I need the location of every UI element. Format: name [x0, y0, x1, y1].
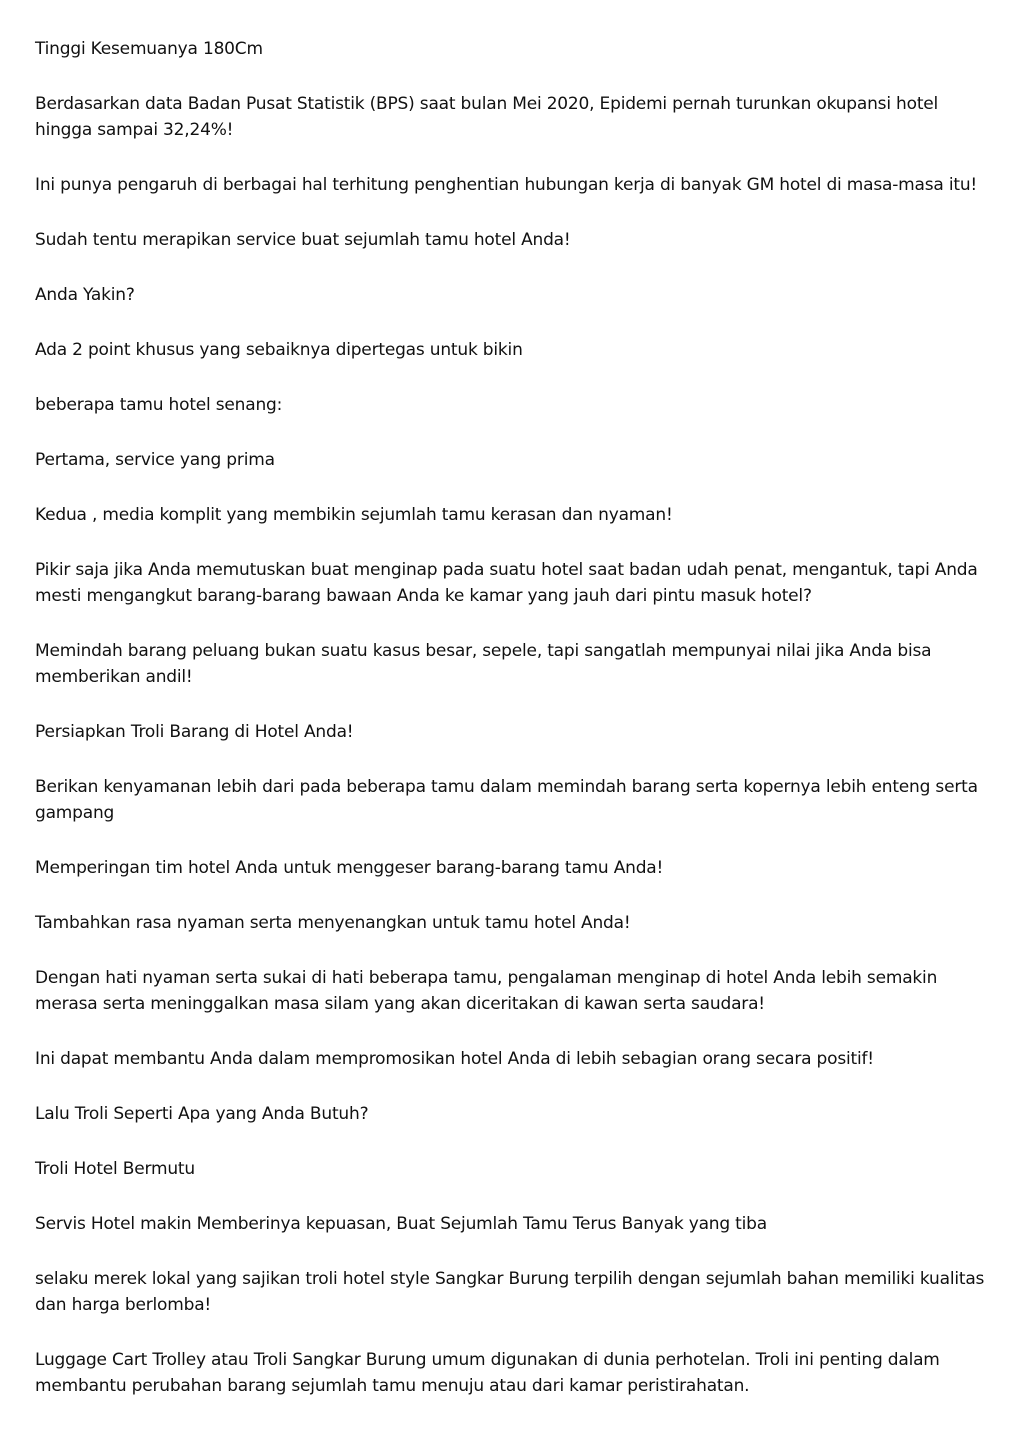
paragraph-19: Troli Hotel Bermutu: [35, 1159, 195, 1179]
paragraph-12: Persiapkan Troli Barang di Hotel Anda!: [35, 722, 354, 742]
paragraph-15: Tambahkan rasa nyaman serta menyenangkan untuk tamu hotel Anda!: [35, 913, 631, 933]
paragraph-11: Memindah barang peluang bukan suatu kasus besar, sepele, tapi sangatlah mempunyai nilai jika Anda bisa memberikan andil!: [35, 641, 932, 687]
paragraph-4: Sudah tentu merapikan service buat sejumlah tamu hotel Anda!: [35, 230, 571, 250]
paragraph-22: Luggage Cart Trolley atau Troli Sangkar Burung umum digunakan di dunia perhotelan. Troli ini penting dalam membantu perubahan barang sejumlah tamu menuju atau dari kamar peristirahatan.: [35, 1350, 940, 1396]
paragraph-17: Ini dapat membantu Anda dalam mempromosikan hotel Anda di lebih sebagian orang secara positif!: [35, 1049, 874, 1069]
paragraph-1: Tinggi Kesemuanya 180Cm: [35, 39, 263, 59]
paragraph-6: Ada 2 point khusus yang sebaiknya dipertegas untuk bikin: [35, 340, 523, 360]
document-body: [35, 36, 990, 1428]
paragraph-8: Pertama, service yang prima: [35, 450, 275, 470]
paragraph-21: selaku merek lokal yang sajikan troli hotel style Sangkar Burung terpilih dengan sejumlah bahan memiliki kualitas dan harga berlomba!: [35, 1269, 985, 1315]
paragraph-18: Lalu Troli Seperti Apa yang Anda Butuh?: [35, 1104, 369, 1124]
paragraph-14: Memperingan tim hotel Anda untuk menggeser barang-barang tamu Anda!: [35, 858, 664, 878]
paragraph-2: Berdasarkan data Badan Pusat Statistik (BPS) saat bulan Mei 2020, Epidemi pernah turunkan okupansi hotel hingga sampai 32,24%!: [35, 94, 939, 140]
paragraph-9: Kedua , media komplit yang membikin sejumlah tamu kerasan dan nyaman!: [35, 505, 673, 525]
paragraph-13: Berikan kenyamanan lebih dari pada beberapa tamu dalam memindah barang serta kopernya lebih enteng serta gampang: [35, 777, 978, 823]
paragraph-5: Anda Yakin?: [35, 285, 135, 305]
paragraph-20: Servis Hotel makin Memberinya kepuasan, Buat Sejumlah Tamu Terus Banyak yang tiba: [35, 1214, 767, 1234]
paragraph-3: Ini punya pengaruh di berbagai hal terhitung penghentian hubungan kerja di banyak GM hotel di masa-masa itu!: [35, 175, 978, 195]
paragraph-7: beberapa tamu hotel senang:: [35, 395, 283, 415]
paragraph-10: Pikir saja jika Anda memutuskan buat menginap pada suatu hotel saat badan udah penat, mengantuk, tapi Anda mesti mengangkut barang-barang bawaan Anda ke kamar yang jauh dari pintu masuk hotel?: [35, 560, 978, 606]
paragraph-16: Dengan hati nyaman serta sukai di hati beberapa tamu, pengalaman menginap di hotel Anda lebih semakin merasa serta meninggalkan masa silam yang akan diceritakan di kawan serta saudara!: [35, 968, 938, 1014]
